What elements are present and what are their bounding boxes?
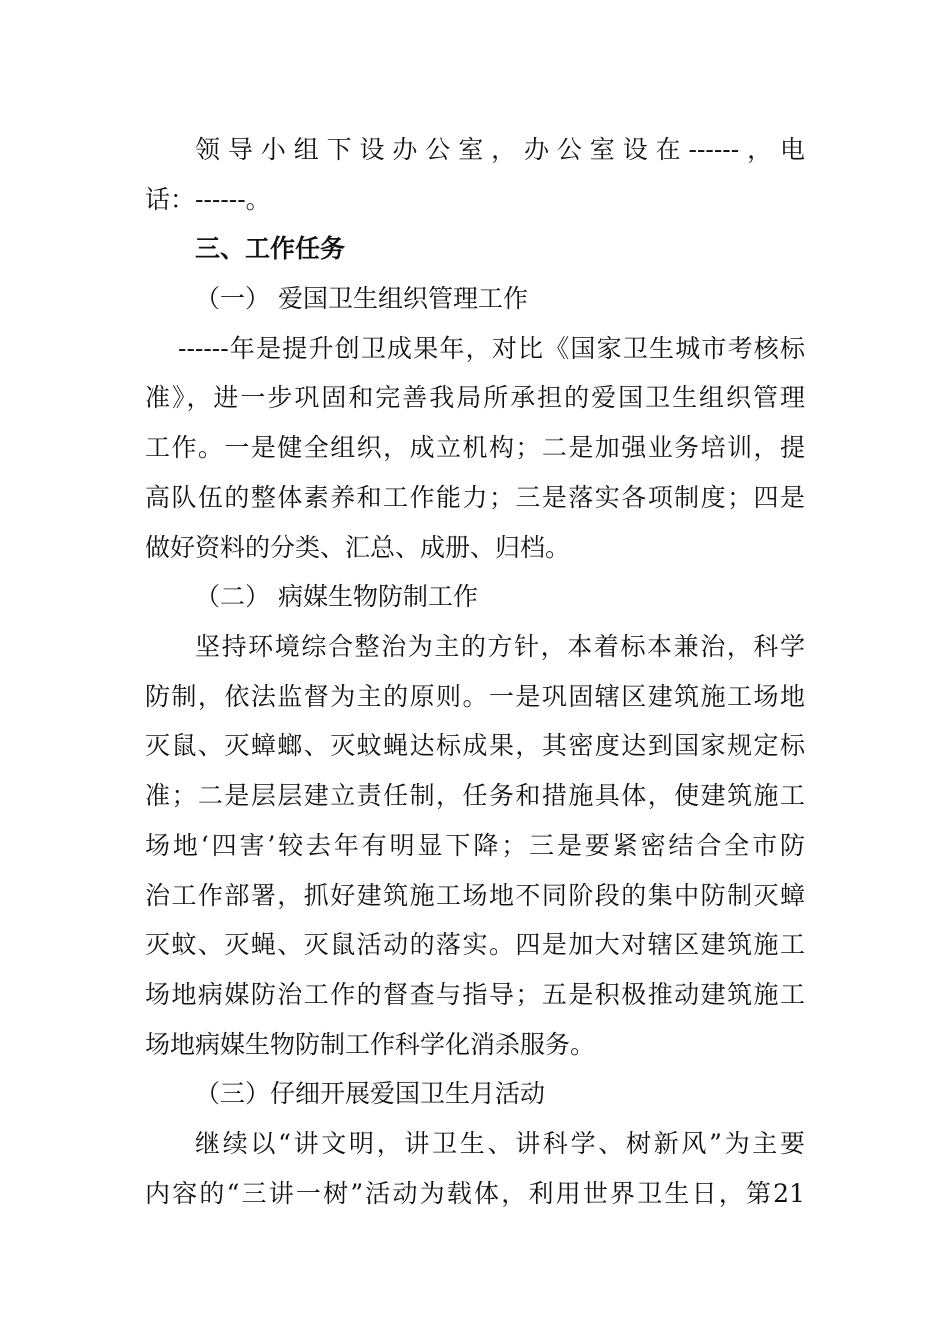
paragraph-line: 继续以“讲文明，讲卫生、讲科学、树新风”为主要 (195, 1129, 805, 1158)
paragraph-line: 准；二是层层建立责任制，任务和措施具体，使建筑施工 (145, 781, 805, 810)
paragraph-line: 场地病媒防治工作的督查与指导；五是积极推动建筑施工 (145, 980, 805, 1009)
paragraph-line: 话：------。 (145, 185, 271, 214)
paragraph-line: 高队伍的整体素养和工作能力；三是落实各项制度；四是 (145, 483, 805, 512)
paragraph-line: 领导小组下设办公室，办公室设在------，电 (195, 135, 805, 164)
paragraph-line: 防制，依法监督为主的原则。一是巩固辖区建筑施工场地 (145, 682, 805, 711)
section-heading: 三、工作任务 (195, 234, 346, 263)
paragraph-line: 做好资料的分类、汇总、成册、归档。 (145, 533, 571, 562)
paragraph-line: 治工作部署，抓好建筑施工场地不同阶段的集中防制灭蟑 (145, 881, 805, 910)
paragraph-line: 内容的“三讲一树”活动为载体，利用世界卫生日，第21 (145, 1179, 805, 1208)
subsection-heading: （二） 病媒生物防制工作 (195, 582, 478, 611)
paragraph-line: 工作。一是健全组织，成立机构；二是加强业务培训，提 (145, 433, 805, 462)
paragraph-line: 灭鼠、灭蟑螂、灭蚊蝇达标成果，其密度达到国家规定标 (145, 731, 805, 760)
paragraph-line: 灭蚊、灭蝇、灭鼠活动的落实。四是加大对辖区建筑施工 (145, 930, 805, 959)
subsection-heading: （一） 爱国卫生组织管理工作 (195, 284, 528, 313)
paragraph-line: 场地‘四害’较去年有明显下降；三是要紧密结合全市防 (145, 831, 805, 860)
subsection-heading: （三）仔细开展爱国卫生月活动 (195, 1079, 546, 1108)
paragraph-line: 场地病媒生物防制工作科学化消杀服务。 (145, 1030, 596, 1059)
paragraph-line: 坚持环境综合整治为主的方针，本着标本兼治，科学 (195, 632, 805, 661)
paragraph-line: ------年是提升创卫成果年，对比《国家卫生城市考核标 (178, 334, 805, 363)
paragraph-line: 准》，进一步巩固和完善我局所承担的爱国卫生组织管理 (145, 383, 805, 412)
